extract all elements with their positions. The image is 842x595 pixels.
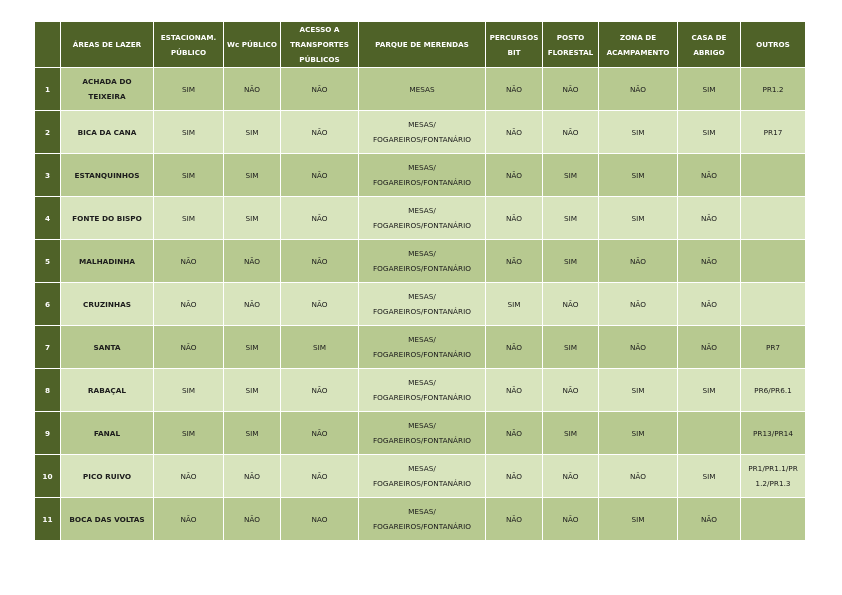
wc-cell	[224, 68, 281, 111]
casa-cell	[678, 68, 741, 111]
estacionamento-cell-text: NÃO	[180, 256, 197, 266]
posto-cell	[543, 154, 599, 197]
parque-cell-text: MESAS/ FOGAREIROS/FONTANÁRIO	[372, 120, 472, 144]
parque-cell	[359, 197, 486, 240]
parque-cell-text: MESAS/ FOGAREIROS/FONTANÁRIO	[372, 249, 472, 273]
acesso-cell	[281, 369, 359, 412]
estacionamento-cell-text: SIM	[181, 385, 196, 395]
row-number	[35, 197, 61, 240]
percursos-cell	[486, 412, 543, 455]
table-row	[35, 498, 806, 541]
area-name-text: MALHADINHA	[79, 256, 135, 266]
acesso-cell	[281, 197, 359, 240]
outros-cell	[741, 283, 806, 326]
acesso-cell-text: NÃO	[311, 127, 328, 137]
posto-cell	[543, 111, 599, 154]
estacionamento-cell-text: SIM	[181, 84, 196, 94]
zona-cell	[599, 68, 678, 111]
percursos-cell-text: NÃO	[505, 514, 523, 524]
header-parque: PARQUE DE MERENDAS	[359, 22, 486, 68]
area-name-text: ESTANQUINHOS	[74, 170, 140, 180]
row-number-text: 3	[44, 170, 51, 180]
zona-cell	[599, 111, 678, 154]
outros-cell	[741, 369, 806, 412]
acesso-cell	[281, 283, 359, 326]
parque-cell-text: MESAS	[409, 84, 435, 94]
parque-cell	[359, 369, 486, 412]
estacionamento-cell	[154, 455, 224, 498]
posto-cell	[543, 240, 599, 283]
table-row	[35, 455, 806, 498]
acesso-cell-text: NÃO	[311, 170, 328, 180]
wc-cell-text: SIM	[245, 213, 259, 223]
zona-cell-text: SIM	[631, 514, 645, 524]
row-number	[35, 498, 61, 541]
posto-cell	[543, 498, 599, 541]
estacionamento-cell	[154, 68, 224, 111]
posto-cell-text: NÃO	[562, 514, 579, 524]
header-outros: OUTROS	[741, 22, 806, 68]
area-name-text: PICO RUIVO	[82, 471, 132, 481]
estacionamento-cell	[154, 197, 224, 240]
zona-cell-text: SIM	[631, 127, 645, 137]
leisure-areas-table	[34, 21, 806, 541]
acesso-cell	[281, 326, 359, 369]
casa-cell	[678, 240, 741, 283]
zona-cell	[599, 240, 678, 283]
area-name	[61, 240, 154, 283]
parque-cell-text: MESAS/ FOGAREIROS/FONTANÁRIO	[372, 421, 472, 445]
zona-cell-text: NÃO	[629, 342, 647, 352]
row-number	[35, 68, 61, 111]
row-number-text: 11	[42, 514, 53, 524]
percursos-cell	[486, 369, 543, 412]
header-areas: ÁREAS DE LAZER	[61, 22, 154, 68]
percursos-cell	[486, 154, 543, 197]
header-zona: ZONA DE ACAMPAMENTO	[599, 22, 678, 68]
parque-cell-text: MESAS/ FOGAREIROS/FONTANÁRIO	[372, 335, 472, 359]
casa-cell-text: SIM	[702, 471, 716, 481]
acesso-cell	[281, 240, 359, 283]
table-body	[35, 68, 806, 541]
outros-cell	[741, 111, 806, 154]
parque-cell	[359, 111, 486, 154]
percursos-cell-text: NÃO	[505, 342, 523, 352]
table-row	[35, 283, 806, 326]
wc-cell	[224, 326, 281, 369]
table-row	[35, 68, 806, 111]
wc-cell-text: SIM	[245, 385, 259, 395]
header-acesso: ACESSO A TRANSPORTES PÚBLICOS	[281, 22, 359, 68]
acesso-cell	[281, 154, 359, 197]
zona-cell	[599, 197, 678, 240]
outros-cell	[741, 240, 806, 283]
parque-cell-text: MESAS/ FOGAREIROS/FONTANÁRIO	[372, 378, 472, 402]
header-posto: POSTO FLORESTAL	[543, 22, 599, 68]
wc-cell	[224, 283, 281, 326]
percursos-cell	[486, 111, 543, 154]
casa-cell-text: NÃO	[700, 213, 718, 223]
casa-cell-text: SIM	[702, 385, 716, 395]
header-num	[35, 22, 61, 68]
row-number	[35, 455, 61, 498]
percursos-cell-text: NÃO	[505, 385, 523, 395]
parque-cell	[359, 68, 486, 111]
parque-cell	[359, 283, 486, 326]
outros-cell	[741, 326, 806, 369]
zona-cell	[599, 326, 678, 369]
zona-cell	[599, 498, 678, 541]
outros-cell	[741, 68, 806, 111]
area-name-text: CRUZINHAS	[82, 299, 132, 309]
wc-cell	[224, 240, 281, 283]
zona-cell-text: SIM	[631, 428, 645, 438]
header-casa: CASA DE ABRIGO	[678, 22, 741, 68]
posto-cell	[543, 283, 599, 326]
row-number	[35, 240, 61, 283]
area-name-text: BICA DA CANA	[77, 127, 137, 137]
parque-cell-text: MESAS/ FOGAREIROS/FONTANÁRIO	[372, 206, 472, 230]
row-number	[35, 111, 61, 154]
posto-cell	[543, 369, 599, 412]
posto-cell-text: SIM	[563, 342, 578, 352]
parque-cell	[359, 326, 486, 369]
table-row	[35, 197, 806, 240]
parque-cell	[359, 154, 486, 197]
casa-cell	[678, 326, 741, 369]
estacionamento-cell	[154, 240, 224, 283]
row-number-text: 8	[44, 385, 51, 395]
parque-cell-text: MESAS/ FOGAREIROS/FONTANÁRIO	[372, 464, 472, 488]
estacionamento-cell-text: NÃO	[180, 471, 197, 481]
area-name	[61, 283, 154, 326]
outros-cell	[741, 455, 806, 498]
estacionamento-cell	[154, 412, 224, 455]
area-name-text: BOCA DAS VOLTAS	[69, 514, 145, 524]
table-row	[35, 326, 806, 369]
wc-cell	[224, 498, 281, 541]
parque-cell	[359, 498, 486, 541]
wc-cell-text: SIM	[245, 170, 259, 180]
acesso-cell-text: NÃO	[311, 84, 328, 94]
casa-cell-text: NÃO	[700, 299, 718, 309]
acesso-cell-text: NÃO	[311, 213, 328, 223]
percursos-cell-text: NÃO	[505, 84, 523, 94]
outros-cell-text: PR7	[765, 342, 781, 352]
casa-cell-text: SIM	[702, 127, 716, 137]
acesso-cell	[281, 455, 359, 498]
outros-cell-text: PR1/PR1.1/PR 1.2/PR1.3	[748, 464, 798, 488]
zona-cell-text: SIM	[631, 170, 645, 180]
zona-cell	[599, 412, 678, 455]
wc-cell-text: NÃO	[243, 84, 261, 94]
zona-cell-text: SIM	[631, 213, 645, 223]
row-number	[35, 412, 61, 455]
estacionamento-cell-text: NÃO	[180, 342, 197, 352]
parque-cell	[359, 455, 486, 498]
estacionamento-cell-text: NÃO	[180, 299, 197, 309]
zona-cell-text: NÃO	[629, 256, 647, 266]
acesso-cell	[281, 498, 359, 541]
zona-cell	[599, 455, 678, 498]
zona-cell	[599, 283, 678, 326]
row-number	[35, 154, 61, 197]
header-percursos: PERCURSOS BIT	[486, 22, 543, 68]
table-row	[35, 154, 806, 197]
area-name	[61, 455, 154, 498]
casa-cell	[678, 498, 741, 541]
estacionamento-cell	[154, 283, 224, 326]
estacionamento-cell	[154, 369, 224, 412]
wc-cell-text: SIM	[245, 342, 259, 352]
row-number-text: 4	[44, 213, 51, 223]
outros-cell	[741, 498, 806, 541]
percursos-cell-text: NÃO	[505, 213, 523, 223]
area-name	[61, 498, 154, 541]
acesso-cell	[281, 412, 359, 455]
outros-cell-text: PR1.2	[762, 84, 784, 94]
parque-cell-text: MESAS/ FOGAREIROS/FONTANÁRIO	[372, 163, 472, 187]
zona-cell	[599, 369, 678, 412]
area-name	[61, 197, 154, 240]
area-name	[61, 154, 154, 197]
zona-cell-text: NÃO	[629, 471, 647, 481]
parque-cell-text: MESAS/ FOGAREIROS/FONTANÁRIO	[372, 507, 472, 531]
estacionamento-cell	[154, 326, 224, 369]
posto-cell-text: NÃO	[562, 84, 579, 94]
acesso-cell-text: NÃO	[311, 256, 328, 266]
header-wc: Wc PÚBLICO	[224, 22, 281, 68]
posto-cell-text: NÃO	[562, 299, 579, 309]
casa-cell-text: SIM	[702, 84, 716, 94]
area-name	[61, 111, 154, 154]
wc-cell	[224, 111, 281, 154]
area-name	[61, 369, 154, 412]
row-number	[35, 283, 61, 326]
estacionamento-cell-text: SIM	[181, 428, 196, 438]
acesso-cell-text: NÃO	[311, 471, 328, 481]
percursos-cell	[486, 283, 543, 326]
percursos-cell-text: NÃO	[505, 170, 523, 180]
table-row	[35, 240, 806, 283]
casa-cell	[678, 197, 741, 240]
row-number-text: 2	[44, 127, 51, 137]
table-row	[35, 369, 806, 412]
area-name-text: SANTA	[93, 342, 121, 352]
row-number-text: 7	[44, 342, 51, 352]
estacionamento-cell	[154, 111, 224, 154]
zona-cell-text: NÃO	[629, 299, 647, 309]
percursos-cell	[486, 240, 543, 283]
area-name	[61, 68, 154, 111]
parque-cell-text: MESAS/ FOGAREIROS/FONTANÁRIO	[372, 292, 472, 316]
acesso-cell-text: NAO	[311, 514, 328, 524]
wc-cell-text: NÃO	[243, 471, 261, 481]
percursos-cell-text: NÃO	[505, 127, 523, 137]
header-row	[35, 22, 806, 68]
posto-cell-text: NÃO	[562, 471, 579, 481]
percursos-cell-text: SIM	[507, 299, 521, 309]
posto-cell-text: SIM	[563, 256, 578, 266]
outros-cell	[741, 197, 806, 240]
zona-cell-text: NÃO	[629, 84, 647, 94]
outros-cell-text: PR6/PR6.1	[754, 385, 792, 395]
row-number-text: 1	[44, 84, 51, 94]
wc-cell	[224, 154, 281, 197]
row-number-text: 5	[44, 256, 51, 266]
row-number-text: 9	[44, 428, 51, 438]
zona-cell-text: SIM	[631, 385, 645, 395]
percursos-cell	[486, 68, 543, 111]
area-name	[61, 326, 154, 369]
outros-cell	[741, 154, 806, 197]
acesso-cell-text: NÃO	[311, 428, 328, 438]
wc-cell	[224, 369, 281, 412]
table-row	[35, 412, 806, 455]
zona-cell	[599, 154, 678, 197]
row-number	[35, 369, 61, 412]
casa-cell	[678, 283, 741, 326]
outros-cell	[741, 412, 806, 455]
posto-cell-text: SIM	[563, 213, 578, 223]
posto-cell	[543, 197, 599, 240]
wc-cell	[224, 455, 281, 498]
estacionamento-cell-text: NÃO	[180, 514, 197, 524]
wc-cell-text: NÃO	[243, 514, 261, 524]
acesso-cell	[281, 111, 359, 154]
percursos-cell	[486, 326, 543, 369]
estacionamento-cell-text: SIM	[181, 213, 196, 223]
area-name-text: FONTE DO BISPO	[72, 213, 142, 223]
row-number-text: 6	[44, 299, 51, 309]
casa-cell	[678, 154, 741, 197]
percursos-cell-text: NÃO	[505, 428, 523, 438]
casa-cell	[678, 455, 741, 498]
casa-cell-text: NÃO	[700, 342, 718, 352]
percursos-cell-text: NÃO	[505, 471, 523, 481]
outros-cell-text: PR13/PR14	[753, 428, 793, 438]
posto-cell-text: SIM	[563, 170, 578, 180]
acesso-cell-text: NÃO	[311, 385, 328, 395]
estacionamento-cell-text: SIM	[181, 127, 196, 137]
area-name-text: RABAÇAL	[87, 385, 127, 395]
acesso-cell-text: SIM	[312, 342, 327, 352]
casa-cell-text: NÃO	[700, 514, 718, 524]
outros-cell-text: PR17	[763, 127, 783, 137]
parque-cell	[359, 412, 486, 455]
percursos-cell-text: NÃO	[505, 256, 523, 266]
area-name	[61, 412, 154, 455]
posto-cell	[543, 455, 599, 498]
casa-cell	[678, 111, 741, 154]
posto-cell	[543, 326, 599, 369]
wc-cell	[224, 197, 281, 240]
header-estacionamento: ESTACIONAM. PÚBLICO	[154, 22, 224, 68]
posto-cell	[543, 412, 599, 455]
parque-cell	[359, 240, 486, 283]
wc-cell	[224, 412, 281, 455]
wc-cell-text: SIM	[245, 127, 259, 137]
row-number	[35, 326, 61, 369]
table-row	[35, 111, 806, 154]
area-name-text: ACHADA DO TEIXEIRA	[82, 77, 132, 101]
table-header	[35, 22, 806, 68]
estacionamento-cell-text: SIM	[181, 170, 196, 180]
estacionamento-cell	[154, 498, 224, 541]
casa-cell-text: NÃO	[700, 170, 718, 180]
wc-cell-text: NÃO	[243, 256, 261, 266]
estacionamento-cell	[154, 154, 224, 197]
wc-cell-text: NÃO	[243, 299, 261, 309]
casa-cell	[678, 369, 741, 412]
posto-cell-text: SIM	[563, 428, 578, 438]
wc-cell-text: SIM	[245, 428, 259, 438]
casa-cell-text: NÃO	[700, 256, 718, 266]
posto-cell-text: NÃO	[562, 127, 579, 137]
percursos-cell	[486, 455, 543, 498]
posto-cell	[543, 68, 599, 111]
area-name-text: FANAL	[93, 428, 121, 438]
acesso-cell	[281, 68, 359, 111]
row-number-text: 10	[42, 471, 53, 481]
acesso-cell-text: NÃO	[311, 299, 328, 309]
percursos-cell	[486, 197, 543, 240]
posto-cell-text: NÃO	[562, 385, 579, 395]
casa-cell	[678, 412, 741, 455]
percursos-cell	[486, 498, 543, 541]
